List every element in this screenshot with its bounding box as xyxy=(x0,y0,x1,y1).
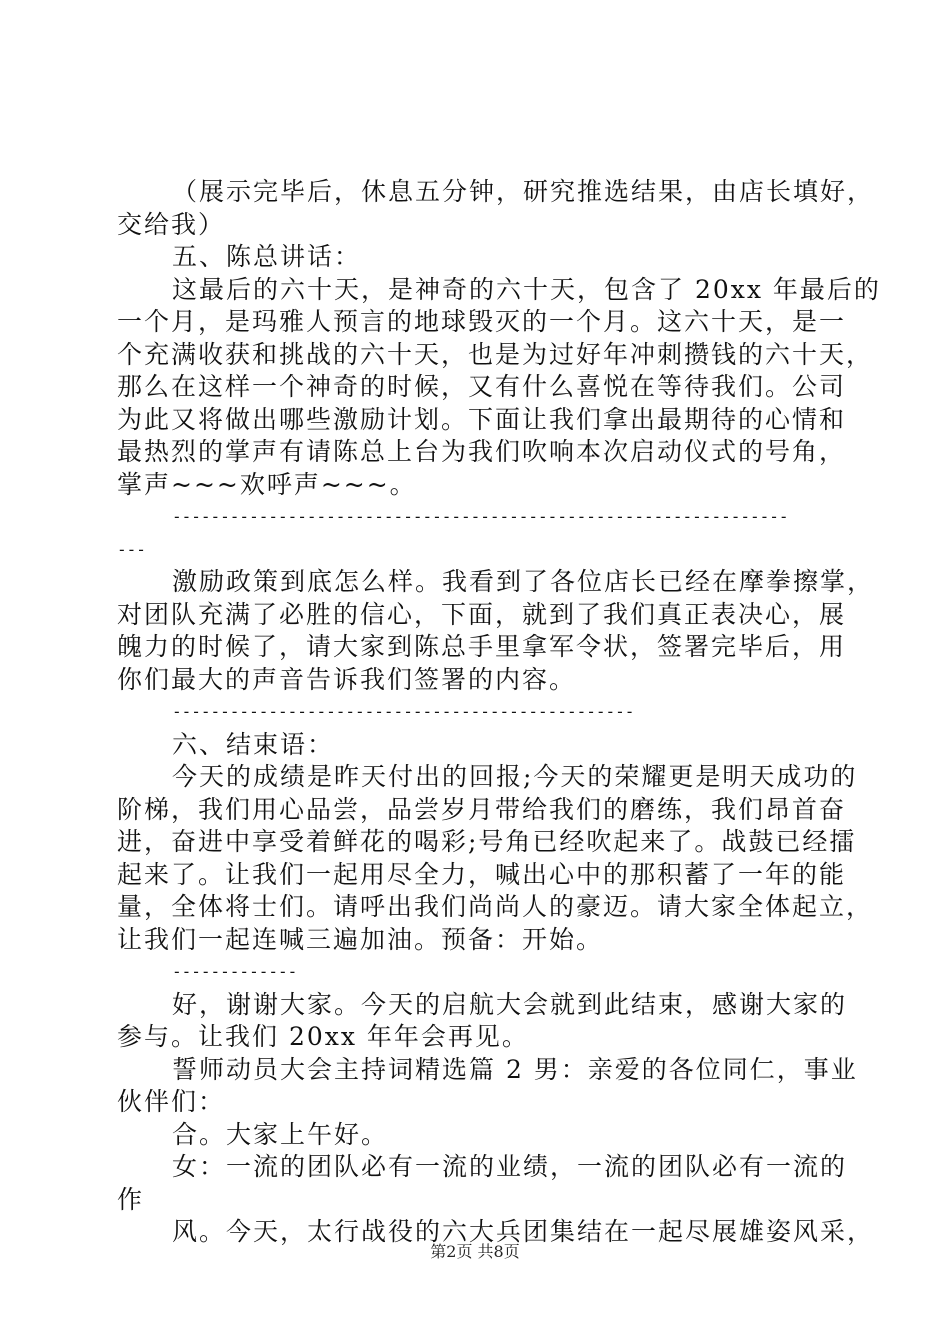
paragraph-line: 那么在这样一个神奇的时候，又有什么喜悦在等待我们。公司 xyxy=(117,372,847,401)
paragraph-line: 阶梯，我们用心品尝，品尝岁月带给我们的磨练，我们昂首奋 xyxy=(117,794,847,824)
paragraph-line: 量，全体将士们。请呼出我们尚尚人的豪迈。请大家全体起立， xyxy=(117,892,874,921)
paragraph-line: 一个月，是玛雅人预言的地球毁灭的一个月。这六十天，是一 xyxy=(117,307,847,336)
paragraph-line: 交给我） xyxy=(117,209,226,239)
paragraph-line: 起来了。让我们一起用尽全力，喊出心中的那积蓄了一年的能 xyxy=(117,859,847,889)
paragraph-line: 进，奋进中享受着鲜花的喝彩;号角已经吹起来了。战鼓已经擂 xyxy=(117,827,857,856)
paragraph-line: （展示完毕后，休息五分钟，研究推选结果，由店长填好， xyxy=(172,177,875,206)
separator-line: ---------------------------------------------------------------- xyxy=(172,507,789,526)
paragraph-line: 这最后的六十天，是神奇的六十天，包含了 20xx 年最后的 xyxy=(172,274,881,304)
paragraph-line: 最热烈的掌声有请陈总上台为我们吹响本次启动仪式的号角， xyxy=(117,437,847,466)
paragraph-line: 你们最大的声音告诉我们签署的内容。 xyxy=(117,664,577,694)
page-footer: 第2页 共8页 xyxy=(430,1242,520,1261)
paragraph-line: 作 xyxy=(117,1184,145,1214)
paragraph-line: 激励政策到底怎么样。我看到了各位店长已经在摩拳擦掌， xyxy=(172,567,875,596)
paragraph-line: 掌声~~~欢呼声~~~。 xyxy=(117,469,417,499)
paragraph-line: 参与。让我们 20xx 年年会再见。 xyxy=(117,1022,529,1051)
document-body xyxy=(117,176,881,1249)
section-heading: 五、陈总讲话： xyxy=(172,242,362,271)
separator-line: ------------- xyxy=(172,962,298,981)
paragraph-line: 誓师动员大会主持词精选篇 2 男：亲爱的各位同仁，事业 xyxy=(172,1054,858,1084)
section-heading: 六、结束语： xyxy=(172,729,335,759)
separator-line: --- xyxy=(117,539,146,559)
paragraph-line: 让我们一起连喊三遍加油。预备：开始。 xyxy=(117,924,604,954)
paragraph-line: 伙伴们： xyxy=(117,1087,226,1116)
paragraph-line: 对团队充满了必胜的信心，下面，就到了我们真正表决心，展 xyxy=(117,599,847,629)
paragraph-line: 魄力的时候了，请大家到陈总手里拿军令状，签署完毕后，用 xyxy=(117,632,847,661)
separator-line: ------------------------------------------------ xyxy=(172,702,635,721)
paragraph-line: 今天的成绩是昨天付出的回报;今天的荣耀更是明天成功的 xyxy=(172,762,858,791)
paragraph-line: 好，谢谢大家。今天的启航大会就到此结束，感谢大家的 xyxy=(172,989,848,1019)
paragraph-line: 为此又将做出哪些激励计划。下面让我们拿出最期待的心情和 xyxy=(117,404,847,434)
paragraph-line: 合。大家上午好。 xyxy=(172,1119,389,1149)
paragraph-line: 风。今天，太行战役的六大兵团集结在一起尽展雄姿风采， xyxy=(172,1217,875,1246)
paragraph-line: 个充满收获和挑战的六十天，也是为过好年冲刺攒钱的六十天， xyxy=(117,339,874,369)
paragraph-line: 女：一流的团队必有一流的业绩，一流的团队必有一流的 xyxy=(172,1152,848,1181)
